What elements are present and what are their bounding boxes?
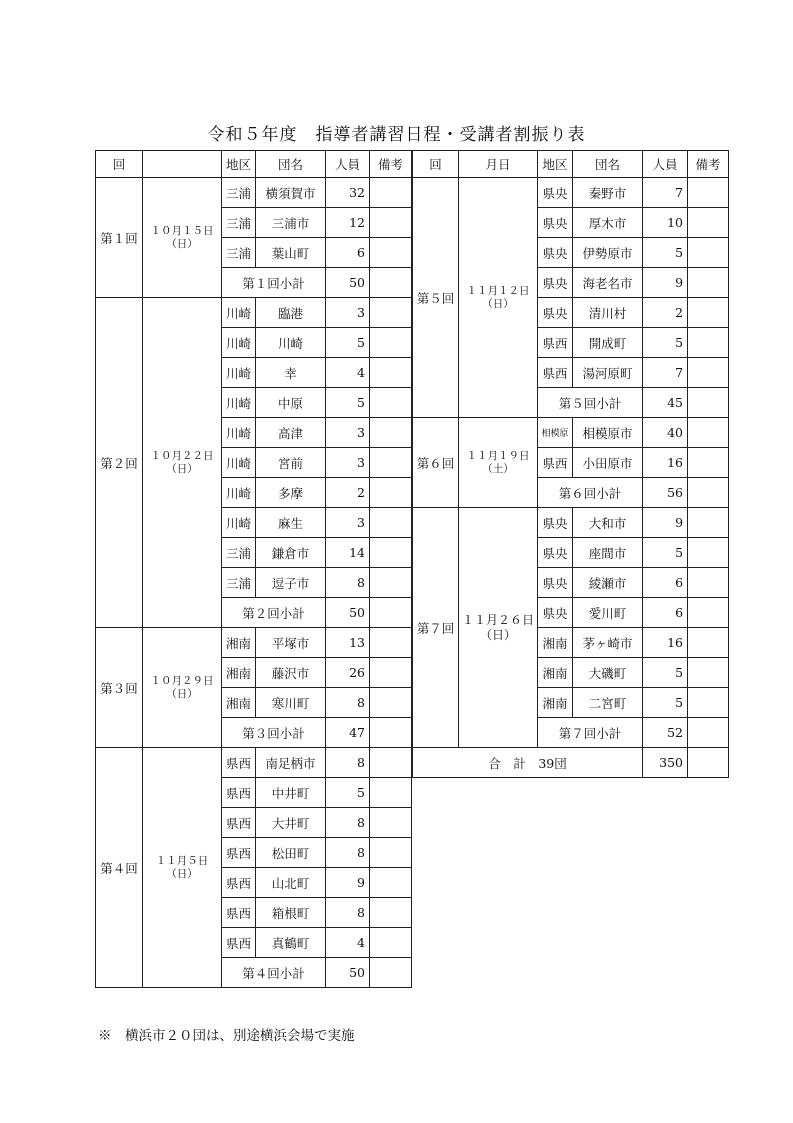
remarks-cell [370, 778, 412, 808]
session-label: 第３回 [96, 628, 143, 748]
unit-cell: 開成町 [573, 328, 643, 358]
unit-cell: 相模原市 [573, 418, 643, 448]
district-cell: 県西 [538, 448, 573, 478]
unit-cell: 海老名市 [573, 268, 643, 298]
unit-cell: 厚木市 [573, 208, 643, 238]
district-cell: 県央 [538, 178, 573, 208]
district-cell: 県央 [538, 538, 573, 568]
remarks-cell [370, 298, 412, 328]
remarks-cell [688, 328, 729, 358]
count-cell: 40 [643, 418, 688, 448]
district-cell: 県央 [538, 268, 573, 298]
count-cell: 9 [326, 868, 370, 898]
remarks-cell [370, 868, 412, 898]
remarks-cell [370, 748, 412, 778]
unit-cell: 逗子市 [256, 568, 326, 598]
schedule-table-left [95, 150, 412, 988]
header-kai: 回 [413, 151, 459, 178]
session-label: 第５回 [413, 178, 459, 418]
remarks-cell [688, 748, 729, 778]
table-row [413, 418, 729, 448]
header-unit: 団名 [256, 151, 326, 178]
unit-cell: 真鶴町 [256, 928, 326, 958]
header-row [96, 151, 412, 178]
count-cell: 5 [643, 538, 688, 568]
count-cell: 5 [326, 328, 370, 358]
header-count: 人員 [643, 151, 688, 178]
remarks-cell [370, 538, 412, 568]
district-cell: 県央 [538, 208, 573, 238]
district-cell: 県西 [222, 838, 256, 868]
unit-cell: 秦野市 [573, 178, 643, 208]
unit-cell: 幸 [256, 358, 326, 388]
district-cell: 県西 [222, 808, 256, 838]
remarks-cell [370, 508, 412, 538]
remarks-cell [370, 478, 412, 508]
count-cell: 4 [326, 928, 370, 958]
district-cell: 県央 [538, 508, 573, 538]
unit-cell: 鎌倉市 [256, 538, 326, 568]
remarks-cell [688, 628, 729, 658]
remarks-cell [370, 658, 412, 688]
remarks-cell [688, 208, 729, 238]
table-row [96, 298, 412, 328]
page-title: 令和５年度 指導者講習日程・受講者割振り表 [207, 125, 586, 145]
unit-cell: 宮前 [256, 448, 326, 478]
district-cell: 川崎 [222, 448, 256, 478]
header-date [143, 151, 222, 178]
district-cell: 県央 [538, 238, 573, 268]
district-cell: 湘南 [222, 688, 256, 718]
count-cell: 5 [643, 328, 688, 358]
district-cell: 県西 [222, 778, 256, 808]
unit-cell: 茅ヶ崎市 [573, 628, 643, 658]
remarks-cell [370, 208, 412, 238]
district-cell: 県央 [538, 598, 573, 628]
header-date: 月日 [459, 151, 538, 178]
session-date: １１月１２日 （日） [459, 178, 538, 418]
remarks-cell [688, 538, 729, 568]
session-label: 第４回 [96, 748, 143, 988]
remarks-cell [688, 268, 729, 298]
district-cell: 三浦 [222, 178, 256, 208]
count-cell: 5 [326, 778, 370, 808]
unit-cell: 大井町 [256, 808, 326, 838]
table-row [96, 178, 412, 208]
district-cell: 三浦 [222, 208, 256, 238]
unit-cell: 二宮町 [573, 688, 643, 718]
session-date: １０月２２日 （日） [143, 298, 222, 628]
unit-cell: 山北町 [256, 868, 326, 898]
subtotal-count: 45 [643, 388, 688, 418]
session-date: １１月２６日 （日） [459, 508, 538, 748]
count-cell: 8 [326, 748, 370, 778]
district-cell: 県央 [538, 298, 573, 328]
district-cell: 三浦 [222, 538, 256, 568]
count-cell: 9 [643, 268, 688, 298]
remarks-cell [370, 838, 412, 868]
header-row [413, 151, 729, 178]
count-cell: 7 [643, 178, 688, 208]
count-cell: 16 [643, 628, 688, 658]
header-count: 人員 [326, 151, 370, 178]
subtotal-label: 第４回小計 [222, 958, 326, 988]
session-label: 第７回 [413, 508, 459, 748]
count-cell: 32 [326, 178, 370, 208]
header-kai: 回 [96, 151, 143, 178]
district-cell: 県西 [538, 358, 573, 388]
remarks-cell [688, 388, 729, 418]
count-cell: 8 [326, 808, 370, 838]
district-cell: 県西 [222, 898, 256, 928]
unit-cell: 箱根町 [256, 898, 326, 928]
count-cell: 8 [326, 568, 370, 598]
subtotal-count: 52 [643, 718, 688, 748]
total-count: 350 [643, 748, 688, 778]
unit-cell: 平塚市 [256, 628, 326, 658]
header-unit: 団名 [573, 151, 643, 178]
header-district: 地区 [538, 151, 573, 178]
remarks-cell [688, 178, 729, 208]
district-cell: 川崎 [222, 508, 256, 538]
remarks-cell [688, 418, 729, 448]
session-date: １１月１９日 （土） [459, 418, 538, 508]
unit-cell: 中原 [256, 388, 326, 418]
count-cell: 10 [643, 208, 688, 238]
subtotal-count: 50 [326, 268, 370, 298]
count-cell: 6 [326, 238, 370, 268]
unit-cell: 座間市 [573, 538, 643, 568]
unit-cell: 麻生 [256, 508, 326, 538]
remarks-cell [370, 238, 412, 268]
table-row [413, 508, 729, 538]
remarks-cell [370, 388, 412, 418]
count-cell: 3 [326, 418, 370, 448]
unit-cell: 小田原市 [573, 448, 643, 478]
header-remarks: 備考 [370, 151, 412, 178]
count-cell: 6 [643, 598, 688, 628]
table-row [413, 178, 729, 208]
district-cell: 県央 [538, 568, 573, 598]
count-cell: 7 [643, 358, 688, 388]
unit-cell: 多摩 [256, 478, 326, 508]
footnote: ※ 横浜市２０団は、別途横浜会場で実施 [98, 1028, 355, 1044]
session-label: 第２回 [96, 298, 143, 628]
remarks-cell [370, 958, 412, 988]
remarks-cell [688, 658, 729, 688]
subtotal-count: 56 [643, 478, 688, 508]
count-cell: 14 [326, 538, 370, 568]
district-cell: 川崎 [222, 358, 256, 388]
remarks-cell [370, 568, 412, 598]
count-cell: 3 [326, 448, 370, 478]
remarks-cell [370, 418, 412, 448]
count-cell: 2 [326, 478, 370, 508]
subtotal-label: 第２回小計 [222, 598, 326, 628]
unit-cell: 綾瀬市 [573, 568, 643, 598]
remarks-cell [370, 688, 412, 718]
district-cell: 川崎 [222, 388, 256, 418]
unit-cell: 横須賀市 [256, 178, 326, 208]
district-cell: 川崎 [222, 418, 256, 448]
schedule-table-right [412, 150, 729, 778]
remarks-cell [370, 268, 412, 298]
unit-cell: 三浦市 [256, 208, 326, 238]
header-district: 地区 [222, 151, 256, 178]
remarks-cell [370, 808, 412, 838]
remarks-cell [688, 478, 729, 508]
unit-cell: 湯河原町 [573, 358, 643, 388]
count-cell: 5 [326, 388, 370, 418]
district-cell: 湘南 [222, 658, 256, 688]
remarks-cell [688, 238, 729, 268]
subtotal-count: 47 [326, 718, 370, 748]
unit-cell: 愛川町 [573, 598, 643, 628]
subtotal-label: 第５回小計 [538, 388, 643, 418]
remarks-cell [688, 718, 729, 748]
session-date: １０月２９日 （日） [143, 628, 222, 748]
count-cell: 5 [643, 238, 688, 268]
table-row [96, 628, 412, 658]
count-cell: 12 [326, 208, 370, 238]
count-cell: 8 [326, 688, 370, 718]
session-date: １１月５日 （日） [143, 748, 222, 988]
unit-cell: 藤沢市 [256, 658, 326, 688]
total-label: 合 計 [488, 755, 526, 771]
district-cell: 三浦 [222, 238, 256, 268]
count-cell: 2 [643, 298, 688, 328]
unit-cell: 清川村 [573, 298, 643, 328]
unit-cell: 大磯町 [573, 658, 643, 688]
session-label: 第６回 [413, 418, 459, 508]
count-cell: 16 [643, 448, 688, 478]
district-cell: 川崎 [222, 328, 256, 358]
subtotal-label: 第７回小計 [538, 718, 643, 748]
count-cell: 6 [643, 568, 688, 598]
remarks-cell [688, 358, 729, 388]
remarks-cell [370, 328, 412, 358]
count-cell: 26 [326, 658, 370, 688]
unit-cell: 葉山町 [256, 238, 326, 268]
count-cell: 8 [326, 838, 370, 868]
table-row [96, 748, 412, 778]
unit-cell: 松田町 [256, 838, 326, 868]
subtotal-count: 50 [326, 958, 370, 988]
remarks-cell [370, 628, 412, 658]
remarks-cell [688, 598, 729, 628]
session-date: １０月１５日 （日） [143, 178, 222, 298]
district-cell: 県西 [222, 748, 256, 778]
district-cell: 川崎 [222, 478, 256, 508]
unit-cell: 南足柄市 [256, 748, 326, 778]
district-cell: 川崎 [222, 298, 256, 328]
count-cell: 9 [643, 508, 688, 538]
unit-cell: 大和市 [573, 508, 643, 538]
count-cell: 5 [643, 658, 688, 688]
count-cell: 3 [326, 298, 370, 328]
count-cell: 4 [326, 358, 370, 388]
subtotal-label: 第１回小計 [222, 268, 326, 298]
unit-cell: 中井町 [256, 778, 326, 808]
count-cell: 13 [326, 628, 370, 658]
remarks-cell [370, 718, 412, 748]
district-cell: 湘南 [538, 628, 573, 658]
remarks-cell [370, 448, 412, 478]
total-row [413, 748, 729, 778]
remarks-cell [688, 448, 729, 478]
district-cell: 湘南 [538, 688, 573, 718]
subtotal-label: 第３回小計 [222, 718, 326, 748]
district-cell: 三浦 [222, 568, 256, 598]
remarks-cell [688, 688, 729, 718]
district-cell: 相模原 [538, 418, 573, 448]
remarks-cell [370, 928, 412, 958]
district-cell: 県西 [538, 328, 573, 358]
remarks-cell [370, 898, 412, 928]
total-groups: 39団 [538, 755, 567, 771]
unit-cell: 高津 [256, 418, 326, 448]
header-remarks: 備考 [688, 151, 729, 178]
remarks-cell [688, 568, 729, 598]
remarks-cell [370, 178, 412, 208]
unit-cell: 伊勢原市 [573, 238, 643, 268]
unit-cell: 臨港 [256, 298, 326, 328]
district-cell: 県西 [222, 868, 256, 898]
count-cell: 8 [326, 898, 370, 928]
remarks-cell [370, 598, 412, 628]
total-label-cell [413, 748, 643, 778]
district-cell: 県西 [222, 928, 256, 958]
remarks-cell [370, 358, 412, 388]
subtotal-count: 50 [326, 598, 370, 628]
count-cell: 5 [643, 688, 688, 718]
session-label: 第１回 [96, 178, 143, 298]
district-cell: 湘南 [222, 628, 256, 658]
remarks-cell [688, 508, 729, 538]
subtotal-label: 第６回小計 [538, 478, 643, 508]
district-cell: 湘南 [538, 658, 573, 688]
unit-cell: 川崎 [256, 328, 326, 358]
count-cell: 3 [326, 508, 370, 538]
unit-cell: 寒川町 [256, 688, 326, 718]
remarks-cell [688, 298, 729, 328]
